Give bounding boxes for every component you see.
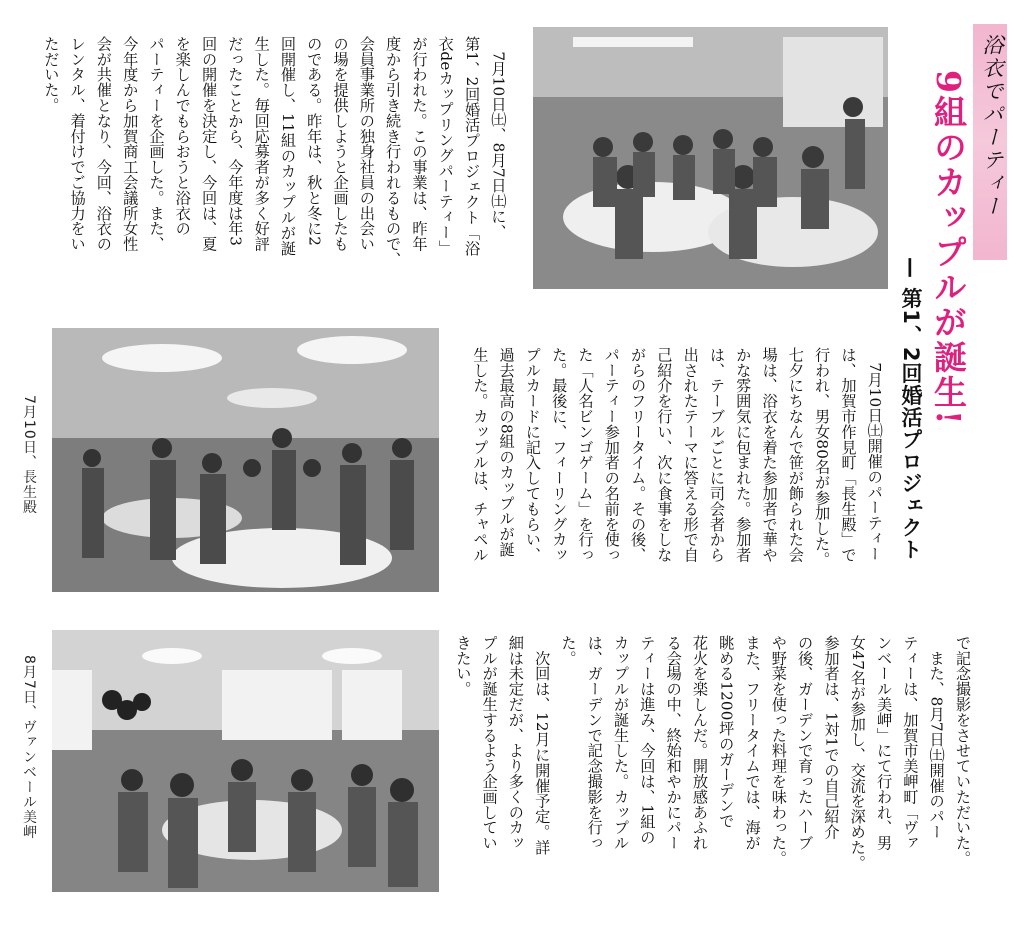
party-photo-top <box>533 27 888 289</box>
photo-caption-choseiden: 7月10日、長生殿 <box>21 395 37 515</box>
photo-caption-vanbell-misaki: 8月7日、ヴァンベール美岬 <box>21 655 37 840</box>
subheadline: — 第1、2回婚活プロジェクト <box>899 257 923 561</box>
article-intro-text: 7月10日㈯、8月7日㈯に、 第1、2回婚活プロジェクト「浴 衣deカップリングパーティー」 が行われた。この事業は、昨年 度から引き続き行われるもので、 会員事業所の独身社員の出会い の場を提供しようと企画したも のである。昨年は、秋と冬に2 回開催し、11組のカップルが誕 生した。毎回応募者が多く好評 だったことから、今年度は年3 回の開催を決定し、今回は、夏 を楽しんでもらおうと浴衣の パーティーを企画した。また、 今年度から加賀商工会議所女性 会が共催となり、今回、浴衣の レンタル、着付けでご協力をい ただいた。 <box>42 36 508 267</box>
article-body-text-choseiden: 7月10日㈯開催のパーティー は、加賀市作見町「長生殿」で 行われ、男女80名が参加した。 七夕にちなんで笹が飾られた会 場は、浴衣を着た参加者で華や かな雰囲気に包まれた。参加者 は、テーブルごとに司会者から 出されたテーマに答える形で自 己紹介を行い、次に食事をしな がらのフリータイム。その後、 パーティー参加者の名前を使っ た「人名ビンゴゲーム」を行っ た。最後に、フィーリングカッ プルカードに記入してもらい、 過去最高の8組のカップルが誕 生した。カップルは、チャペル <box>471 347 884 567</box>
headline: 9組のカップルが誕生! <box>929 70 968 427</box>
party-photo-choseiden <box>52 328 439 592</box>
title-badge <box>973 24 1007 260</box>
article-body-text-vanbell-misaki: で記念撮影をさせていただいた。 また、8月7日㈯開催のパー ティーは、加賀市美岬町「ヴァ ンベール美岬」にて行われ、男 女47名が参加し、交流を深めた。 参加者は、1対1での自己紹介 の後、ガーデンで育ったハーブ や野菜を使った料理を味わった。 また、フリータイムでは、海が 眺める1200坪のガーデンで 花火を楽しんだ。開放感あふれ る会場の中、終始和やかにパー ティーは進み、今回は、1組の カップルが誕生した。カップル は、ガーデンで記念撮影を行っ た。 次回は、12月に開催予定。詳 細は未定だが、より多くのカッ プルが誕生するよう企画してい きたい。 <box>454 635 972 871</box>
badge-text: 浴衣でパーティー <box>980 34 1004 218</box>
party-photo-vanbell-misaki <box>52 630 439 892</box>
